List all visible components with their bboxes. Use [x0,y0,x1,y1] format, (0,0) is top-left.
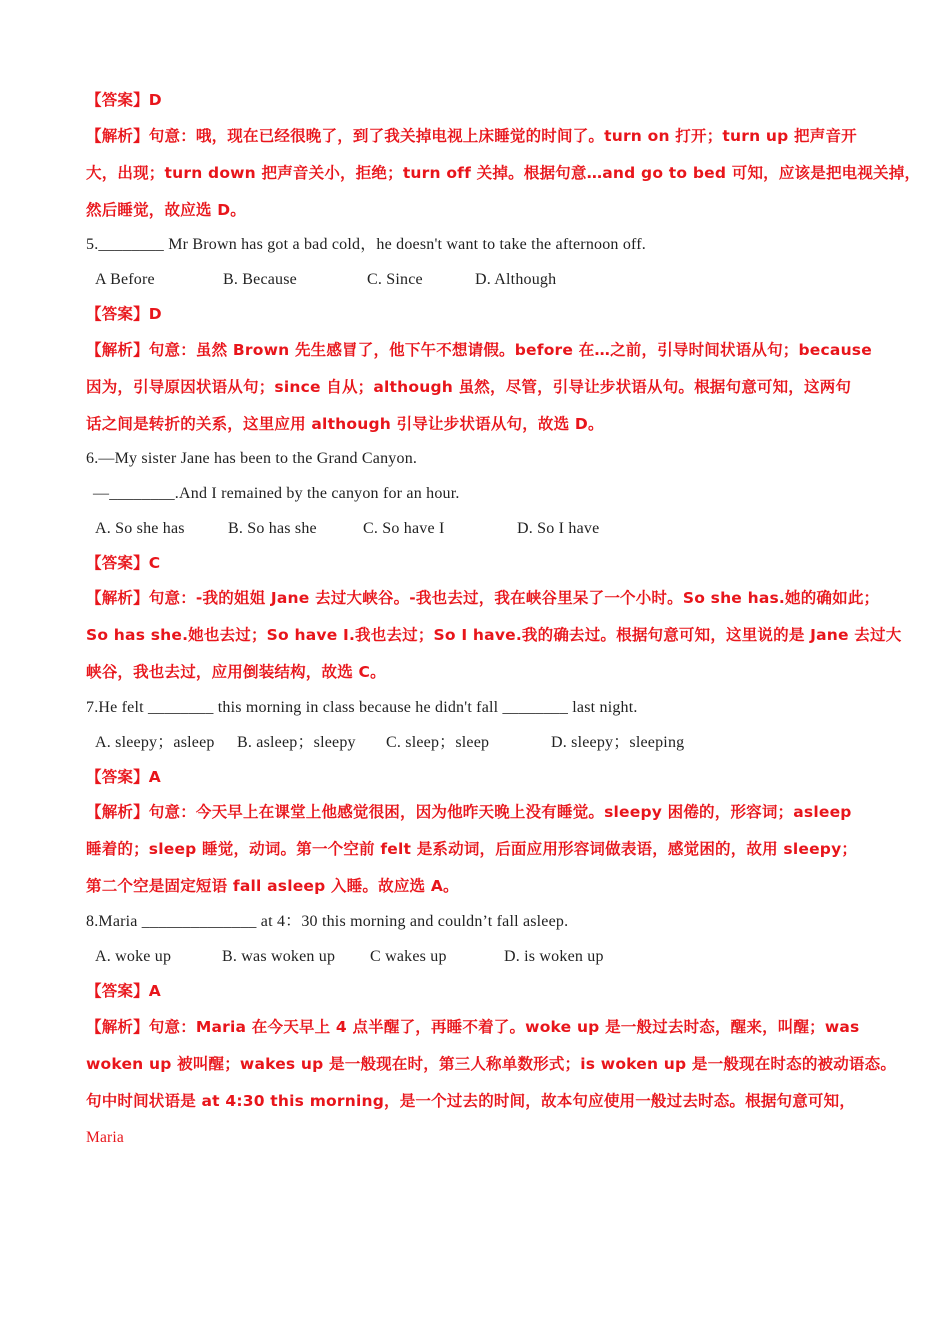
explanation-line: 峡谷，我也去过，应用倒装结构，故选 C。 [86,663,386,681]
explanation-line: 因为，引导原因状语从句；since 自从；although 虽然，尽管，引导让步状语从句。根据句意可知，这两句 [86,378,852,396]
explanation-line: Maria [86,1129,125,1146]
answer-line: 【答案】C [86,554,161,572]
question-text-line2: —________.And I remained by the canyon for an hour. [93,485,460,502]
question-text: 5.________ Mr Brown has got a bad cold，he doesn't want to take the afternoon off. [86,236,647,253]
option-c: C wakes up [370,948,447,965]
explanation-line: woken up 被叫醒；wakes up 是一般现在时，第三人称单数形式；is woken up 是一般现在时态的被动语态。 [86,1055,897,1073]
explanation-line: 【解析】句意：哦，现在已经很晚了，到了我关掉电视上床睡觉的时间了。turn on 打开；turn up 把声音开 [86,127,857,145]
answer-line: 【答案】A [86,768,161,786]
explanation-line: 【解析】句意：-我的姐姐 Jane 去过大峡谷。-我也去过，我在峡谷里呆了一个小时。So she has.她的确如此； [86,589,880,607]
options-row [95,946,655,968]
explanation-line: 第二个空是固定短语 fall asleep 入睡。故应选 A。 [86,877,459,895]
option-d: D. is woken up [504,948,604,965]
option-d: D. sleepy；sleeping [551,734,685,751]
option-b: B. Because [223,271,297,288]
option-a: A. sleepy；asleep [95,734,215,751]
answer-line: 【答案】D [86,305,162,323]
options-row [95,732,715,754]
explanation-line: 然后睡觉，故应选 D。 [86,201,246,219]
options-row [95,518,695,540]
explanation-line: 【解析】句意：虽然 Brown 先生感冒了，他下午不想请假。before 在…之前，引导时间状语从句；because [86,341,872,359]
explanation-line: 【解析】句意：Maria 在今天早上 4 点半醒了，再睡不着了。woke up 是一般过去时态，醒来，叫醒；was [86,1018,860,1036]
explanation-line: So has she.她也去过；So have I.我也去过；So I have.我的确去过。根据句意可知，这里说的是 Jane 去过大 [86,626,902,644]
question-text: 6.—My sister Jane has been to the Grand Canyon. [86,450,418,467]
option-a: A Before [95,271,155,288]
option-d: D. So I have [517,520,600,537]
question-text: 7.He felt ________ this morning in class because he didn't fall ________ last night. [86,699,638,716]
option-b: B. was woken up [222,948,336,965]
question-text: 8.Maria ______________ at 4：30 this morning and couldn’t fall asleep. [86,913,569,930]
explanation-line: 话之间是转折的关系，这里应用 although 引导让步状语从句，故选 D。 [86,415,604,433]
explanation-line: 睡着的；sleep 睡觉，动词。第一个空前 felt 是系动词，后面应用形容词做表语，感觉困的，故用 sleepy； [86,840,858,858]
explanation-line: 【解析】句意：今天早上在课堂上他感觉很困，因为他昨天晚上没有睡觉。sleepy 困倦的，形容词；asleep [86,803,852,821]
answer-line: 【答案】D [86,91,162,109]
option-c: C. sleep；sleep [386,734,490,751]
option-c: C. So have I [363,520,445,537]
option-a: A. woke up [95,948,172,965]
explanation-line: 大，出现；turn down 把声音关小，拒绝；turn off 关掉。根据句意…and go to bed 可知，应该是把电视关掉， [86,164,921,182]
option-c: C. Since [367,271,423,288]
option-b: B. So has she [228,520,317,537]
option-b: B. asleep；sleepy [237,734,356,751]
options-row [95,269,695,291]
explanation-line: 句中时间状语是 at 4:30 this morning，是一个过去的时间，故本句应使用一般过去时态。根据句意可知， [86,1092,856,1110]
option-d: D. Although [475,271,557,288]
option-a: A. So she has [95,520,185,537]
answer-line: 【答案】A [86,982,161,1000]
